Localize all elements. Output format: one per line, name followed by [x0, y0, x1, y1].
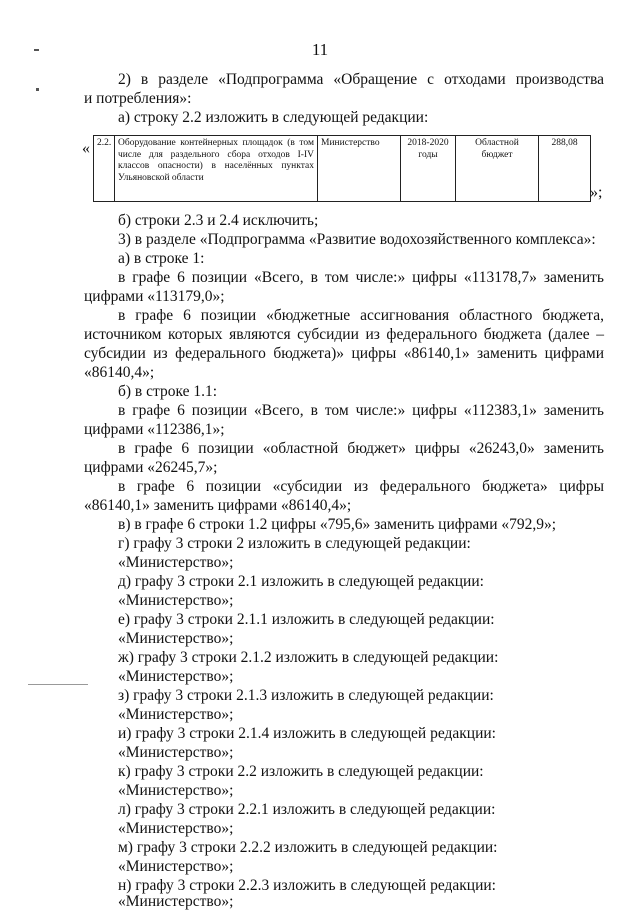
replacement-table	[93, 135, 591, 202]
paragraph-line: «Министерство»;	[118, 554, 234, 571]
paragraph-line: «Министерство»;	[118, 592, 234, 609]
paragraph-line: цифрами «112386,1»;	[84, 421, 225, 438]
paragraph-line: в) в графе 6 строки 1.2 цифры «795,6» заменить цифрами «792,9»;	[118, 516, 557, 533]
paragraph-line: «86140,1» заменить цифрами «86140,4»;	[84, 497, 352, 514]
scan-mark	[34, 49, 39, 51]
paragraph-line: 2) в разделе «Подпрограмма «Обращение с отходами производства	[118, 71, 604, 88]
paragraph-line: в графе 6 позиции «областной бюджет» цифры «26243,0» заменить	[118, 440, 604, 457]
paragraph-line: 3) в разделе «Подпрограмма «Развитие водохозяйственного комплекса»:	[118, 231, 596, 248]
paragraph-line: «Министерство»;	[118, 893, 234, 910]
paragraph-line: «Министерство»;	[118, 820, 234, 837]
paragraph-line: «Министерство»;	[118, 630, 234, 647]
paragraph-line: и) графу 3 строки 2.1.4 изложить в следующей редакции:	[118, 725, 496, 742]
paragraph-line: в графе 6 позиции «субсидии из федерального бюджета» цифры	[118, 478, 604, 495]
paragraph-line: а) в строке 1:	[118, 250, 205, 267]
page-number: 11	[311, 40, 329, 59]
paragraph-line: б) в строке 1.1:	[118, 383, 218, 400]
scan-mark	[36, 88, 39, 91]
paragraph-line: ж) графу 3 строки 2.1.2 изложить в следующей редакции:	[118, 649, 499, 666]
paragraph-line: к) графу 3 строки 2.2 изложить в следующей редакции:	[118, 763, 484, 780]
paragraph-line: е) графу 3 строки 2.1.1 изложить в следующей редакции:	[118, 611, 495, 628]
table-row	[94, 136, 591, 202]
table-quote-close: »;	[590, 184, 603, 201]
paragraph-line: «Министерство»;	[118, 858, 234, 875]
paragraph-line: цифрами «26245,7»;	[84, 459, 218, 476]
paragraph-line: в графе 6 позиции «Всего, в том числе:» цифры «113178,7» заменить	[118, 269, 604, 286]
paragraph-line: субсидии из федерального бюджета)» цифры «86140,1» заменить цифрами	[84, 345, 604, 362]
paragraph-line: источником которых являются субсидии из федерального бюджета (далее –	[84, 326, 604, 343]
paragraph-line: «Министерство»;	[118, 782, 234, 799]
row-executor-cell: Министерство	[318, 136, 401, 202]
scan-mark	[28, 684, 88, 685]
paragraph-line: «86140,4»;	[84, 364, 155, 381]
paragraph-line: д) графу 3 строки 2.1 изложить в следующей редакции:	[118, 573, 484, 590]
paragraph-line: «Министерство»;	[118, 668, 234, 685]
table-quote-open: «	[82, 140, 90, 157]
paragraph-line: г) графу 3 строки 2 изложить в следующей редакции:	[118, 535, 471, 552]
row-source-cell: Областной бюджет	[456, 136, 539, 202]
paragraph-line: цифрами «113179,0»;	[84, 288, 225, 305]
paragraph-line: н) графу 3 строки 2.2.3 изложить в следующей редакции:	[118, 877, 496, 894]
row-name-cell: Оборудование контейнерных площадок (в том числе для раздельного сбора отходов I-IV классов опасности) в населённых пунктах Ульяновской области	[115, 136, 318, 202]
paragraph-line: л) графу 3 строки 2.2.1 изложить в следующей редакции:	[118, 801, 496, 818]
paragraph-line: и потребления»:	[84, 90, 192, 107]
paragraph-line: в графе 6 позиции «Всего, в том числе:» цифры «112383,1» заменить	[118, 402, 604, 419]
paragraph-line: в графе 6 позиции «бюджетные ассигнования областного бюджета,	[118, 307, 604, 324]
paragraph-line: «Министерство»;	[118, 744, 234, 761]
paragraph-line: б) строки 2.3 и 2.4 исключить;	[118, 212, 319, 229]
row-period-cell: 2018-2020 годы	[401, 136, 456, 202]
paragraph-line: «Министерство»;	[118, 706, 234, 723]
paragraph-line: м) графу 3 строки 2.2.2 изложить в следующей редакции:	[118, 839, 498, 856]
paragraph-line: а) строку 2.2 изложить в следующей редакции:	[118, 109, 429, 126]
row-number-cell: 2.2.	[94, 136, 115, 202]
row-value-cell: 288,08	[539, 136, 591, 202]
paragraph-line: з) графу 3 строки 2.1.3 изложить в следующей редакции:	[118, 687, 494, 704]
